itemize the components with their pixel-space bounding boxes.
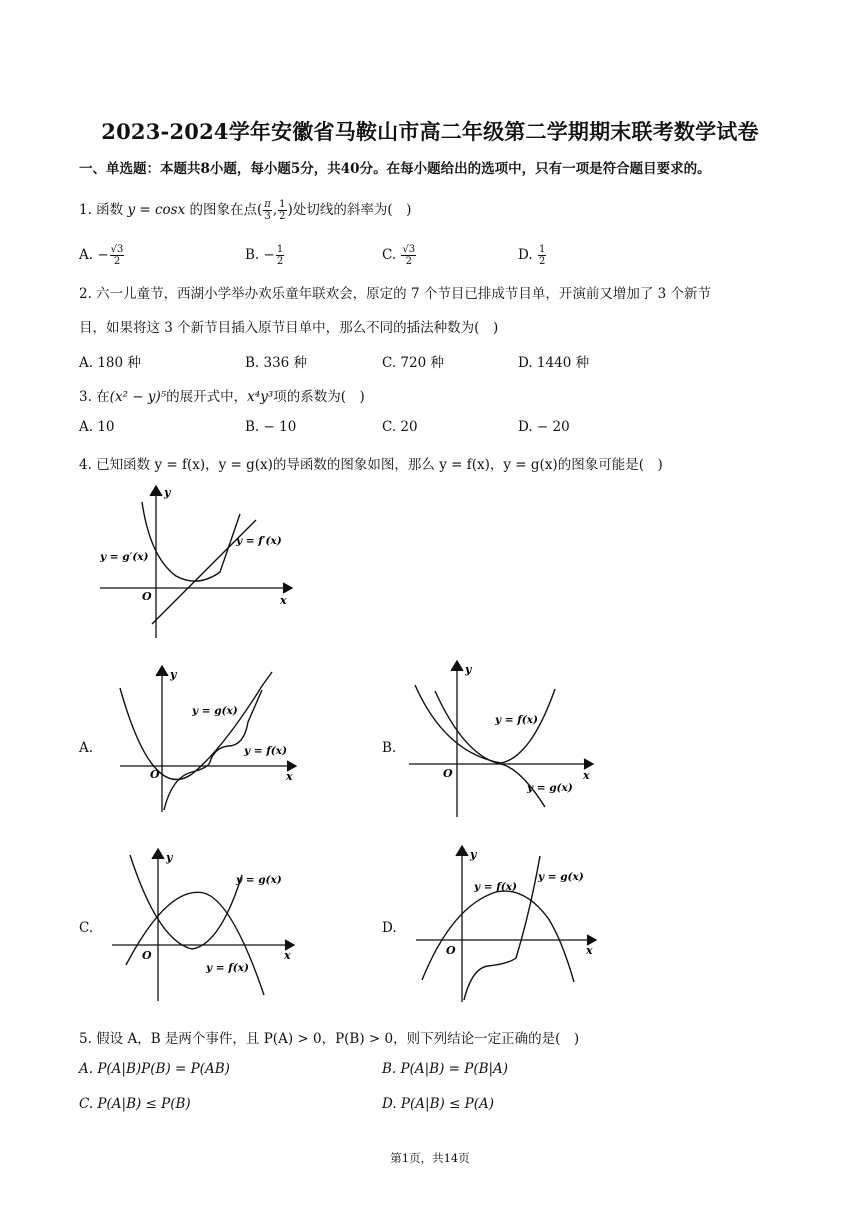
q1-option-c[interactable]: C. $\frac{√3}{2}$ (382, 244, 416, 267)
q4-option-d-graph (412, 842, 602, 1007)
q5-option-b[interactable]: B. P(A|B) = P(B|A) (382, 1061, 509, 1077)
q3-option-c[interactable]: C. 20 (382, 419, 418, 435)
svg-text:x: x (583, 769, 590, 782)
q1-prefix: 1. 函数 (79, 202, 128, 218)
label-g-prime: y = g′(x) (100, 551, 149, 563)
section-heading: 一、单选题：本题共8小题，每小题5分，共40分。在每小题给出的选项中，只有一项是符合题目要求的。 (79, 161, 711, 177)
label-f: y = f(x) (206, 962, 249, 974)
q2-option-b[interactable]: B. 336 种 (245, 355, 308, 371)
svg-text:x: x (586, 944, 593, 957)
label-g: y = g(x) (236, 874, 282, 886)
svg-text:y: y (465, 663, 472, 676)
question-4: 4. 已知函数 y = f(x)，y = g(x)的导函数的图象如图，那么 y = f(x)，y = g(x)的图象可能是( ) (79, 457, 663, 473)
svg-text:O: O (150, 768, 160, 781)
label-g: y = g(x) (538, 871, 584, 883)
svg-text:y: y (170, 668, 177, 681)
svg-text:x: x (280, 594, 287, 607)
q3-term: x⁴y³ (247, 389, 274, 405)
q4-option-b-graph (405, 657, 600, 820)
question-1: 1. 函数 y = cosx 的图象在点( $\frac{\pi}{3}$ , $\frac{1}{2}$ )处切线的斜率为( ) (79, 199, 412, 222)
svg-text:y: y (164, 486, 171, 499)
q5-option-d[interactable]: D. P(A|B) ≤ P(A) (382, 1096, 495, 1112)
q1-point-y: $\frac{1}{2}$ (279, 199, 286, 222)
q5-option-a[interactable]: A. P(A|B)P(B) = P(AB) (79, 1061, 230, 1077)
svg-text:O: O (443, 767, 453, 780)
svg-text:y: y (470, 848, 477, 861)
q2-option-d[interactable]: D. 1440 种 (518, 355, 590, 371)
q1-mid: 的图象在点( (185, 202, 263, 218)
q4-option-c[interactable]: C. (79, 920, 94, 936)
q1-option-b[interactable]: B. − $\frac{1}{2}$ (245, 244, 284, 267)
svg-text:x: x (286, 770, 293, 783)
q2-line2: 目，如果将这 3 个新节目插入原节目单中，那么不同的插法种数为( ) (79, 320, 499, 336)
label-f: y = f(x) (474, 881, 517, 893)
label-g: y = g(x) (192, 705, 238, 717)
q5-option-c[interactable]: C. P(A|B) ≤ P(B) (79, 1096, 191, 1112)
q1-function: y = cosx (127, 202, 186, 218)
q2-option-a[interactable]: A. 180 种 (79, 355, 141, 371)
svg-text:O: O (446, 944, 456, 957)
label-f: y = f(x) (244, 745, 287, 757)
svg-text:x: x (284, 949, 291, 962)
q1-point-x: $\frac{\pi}{3}$ (264, 199, 271, 222)
q4-option-a-graph (112, 662, 302, 820)
label-f-prime: y = f′(x) (236, 535, 282, 547)
q3-expression: (x² − y)⁵ (109, 389, 167, 405)
q2-line1: 2. 六一儿童节，西湖小学举办欢乐童年联欢会，原定的 7 个节目已排成节目单，开演前又增加了 3 个新节 (79, 286, 712, 302)
q4-option-d[interactable]: D. (382, 920, 397, 936)
label-g: y = g(x) (527, 782, 573, 794)
svg-text:y: y (166, 851, 173, 864)
q4-option-a[interactable]: A. (79, 740, 94, 756)
q1-option-a[interactable]: A. − $\frac{√3}{2}$ (79, 244, 124, 267)
question-5: 5. 假设 A，B 是两个事件，且 P(A) > 0，P(B) > 0，则下列结论一定正确的是( ) (79, 1031, 580, 1047)
q4-option-b[interactable]: B. (382, 740, 397, 756)
label-f: y = f(x) (495, 714, 538, 726)
svg-text:O: O (142, 949, 152, 962)
q2-option-c[interactable]: C. 720 种 (382, 355, 444, 371)
q3-option-d[interactable]: D. − 20 (518, 419, 570, 435)
q1-option-d[interactable]: D. $\frac{1}{2}$ (518, 244, 546, 267)
page-title: 2023-2024学年安徽省马鞍山市高二年级第二学期期末联考数学试卷 (101, 119, 759, 144)
q3-option-b[interactable]: B. − 10 (245, 419, 297, 435)
q4-main-graph (90, 482, 305, 644)
q4-option-c-graph (108, 845, 303, 1005)
svg-text:O: O (142, 590, 152, 603)
q3-option-a[interactable]: A. 10 (79, 419, 115, 435)
question-3: 3. 在(x² − y)⁵的展开式中，x⁴y³项的系数为( ) (79, 389, 365, 405)
page-footer: 第1页，共14页 (390, 1151, 470, 1165)
q1-suffix: )处切线的斜率为( ) (287, 202, 412, 218)
